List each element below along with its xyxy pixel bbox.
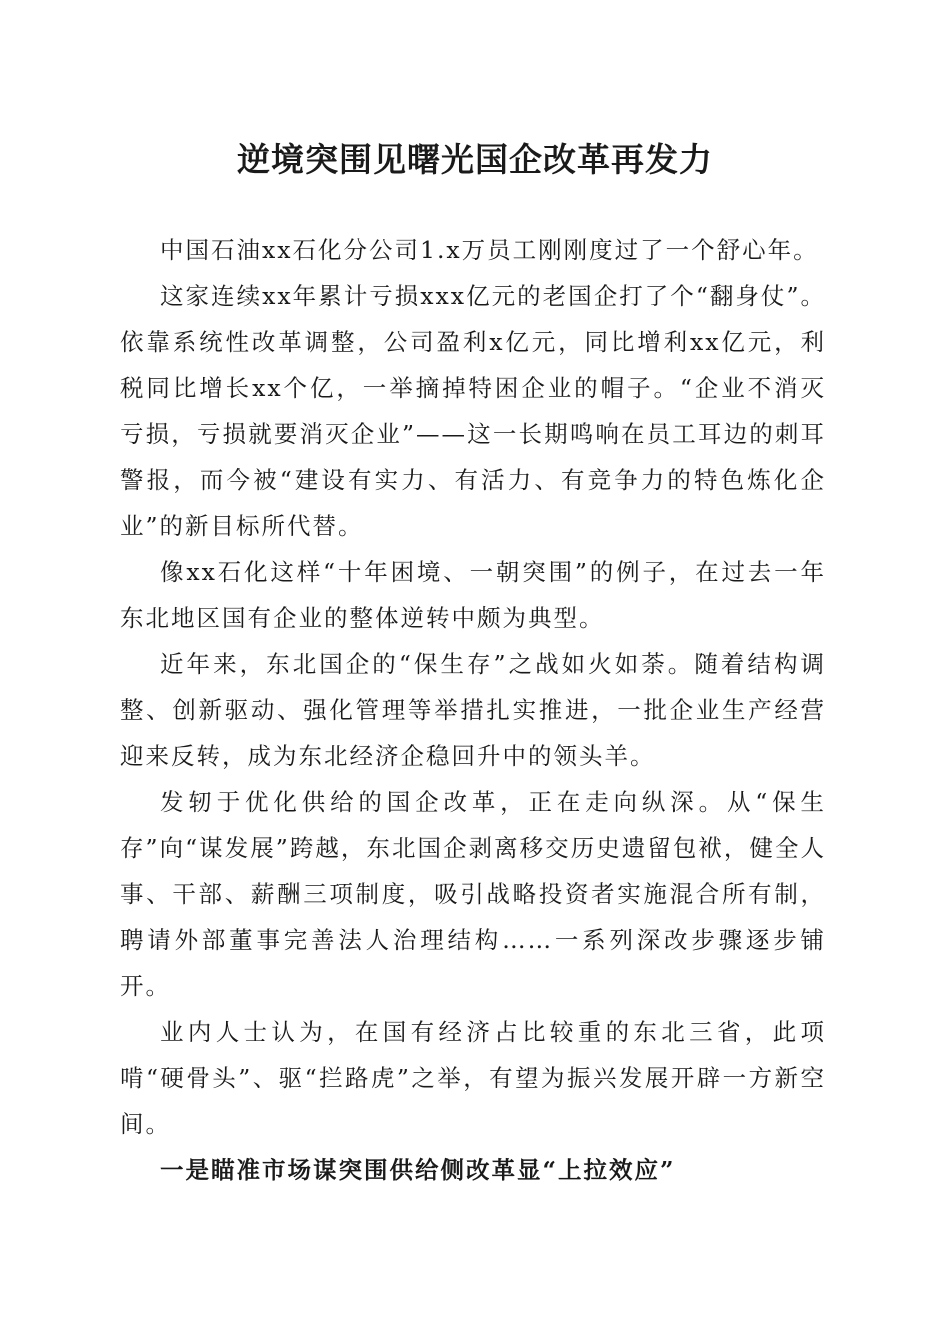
paragraph: 像xx石化这样“十年困境、一朝突围”的例子，在过去一年东北地区国有企业的整体逆转中颇为典型。 [120, 558, 826, 632]
paragraph: 近年来，东北国企的“保生存”之战如火如荼。随着结构调整、创新驱动、强化管理等举措扎实推进，一批企业生产经营迎来反转，成为东北经济企稳回升中的领头羊。 [120, 650, 826, 770]
paragraph: 业内人士认为，在国有经济占比较重的东北三省，此项啃“硬骨头”、驱“拦路虎”之举，有望为振兴发展开辟一方新空间。 [120, 1018, 826, 1138]
section-subheading: 一是瞄准市场谋突围供给侧改革显“上拉效应” [160, 1156, 676, 1184]
paragraph: 发轫于优化供给的国企改革，正在走向纵深。从“保生存”向“谋发展”跨越，东北国企剥离移交历史遗留包袱，健全人事、干部、薪酬三项制度，吸引战略投资者实施混合所有制，聘请外部董事完善法人治理结构……一系列深改步骤逐步铺开。 [120, 788, 826, 1000]
paragraph: 中国石油xx石化分公司1.x万员工刚刚度过了一个舒心年。 [160, 236, 819, 264]
document-title: 逆境突围见曙光国企改革再发力 [237, 140, 713, 179]
document-body [120, 227, 826, 1193]
paragraph: 这家连续xx年累计亏损xxx亿元的老国企打了个“翻身仗”。依靠系统性改革调整，公司盈利x亿元，同比增利xx亿元，利税同比增长xx个亿，一举摘掉特困企业的帽子。“企业不消灭亏损，亏损就要消灭企业”——这一长期鸣响在员工耳边的刺耳警报，而今被“建设有实力、有活力、有竞争力的特色炼化企业”的新目标所代替。 [120, 282, 826, 540]
